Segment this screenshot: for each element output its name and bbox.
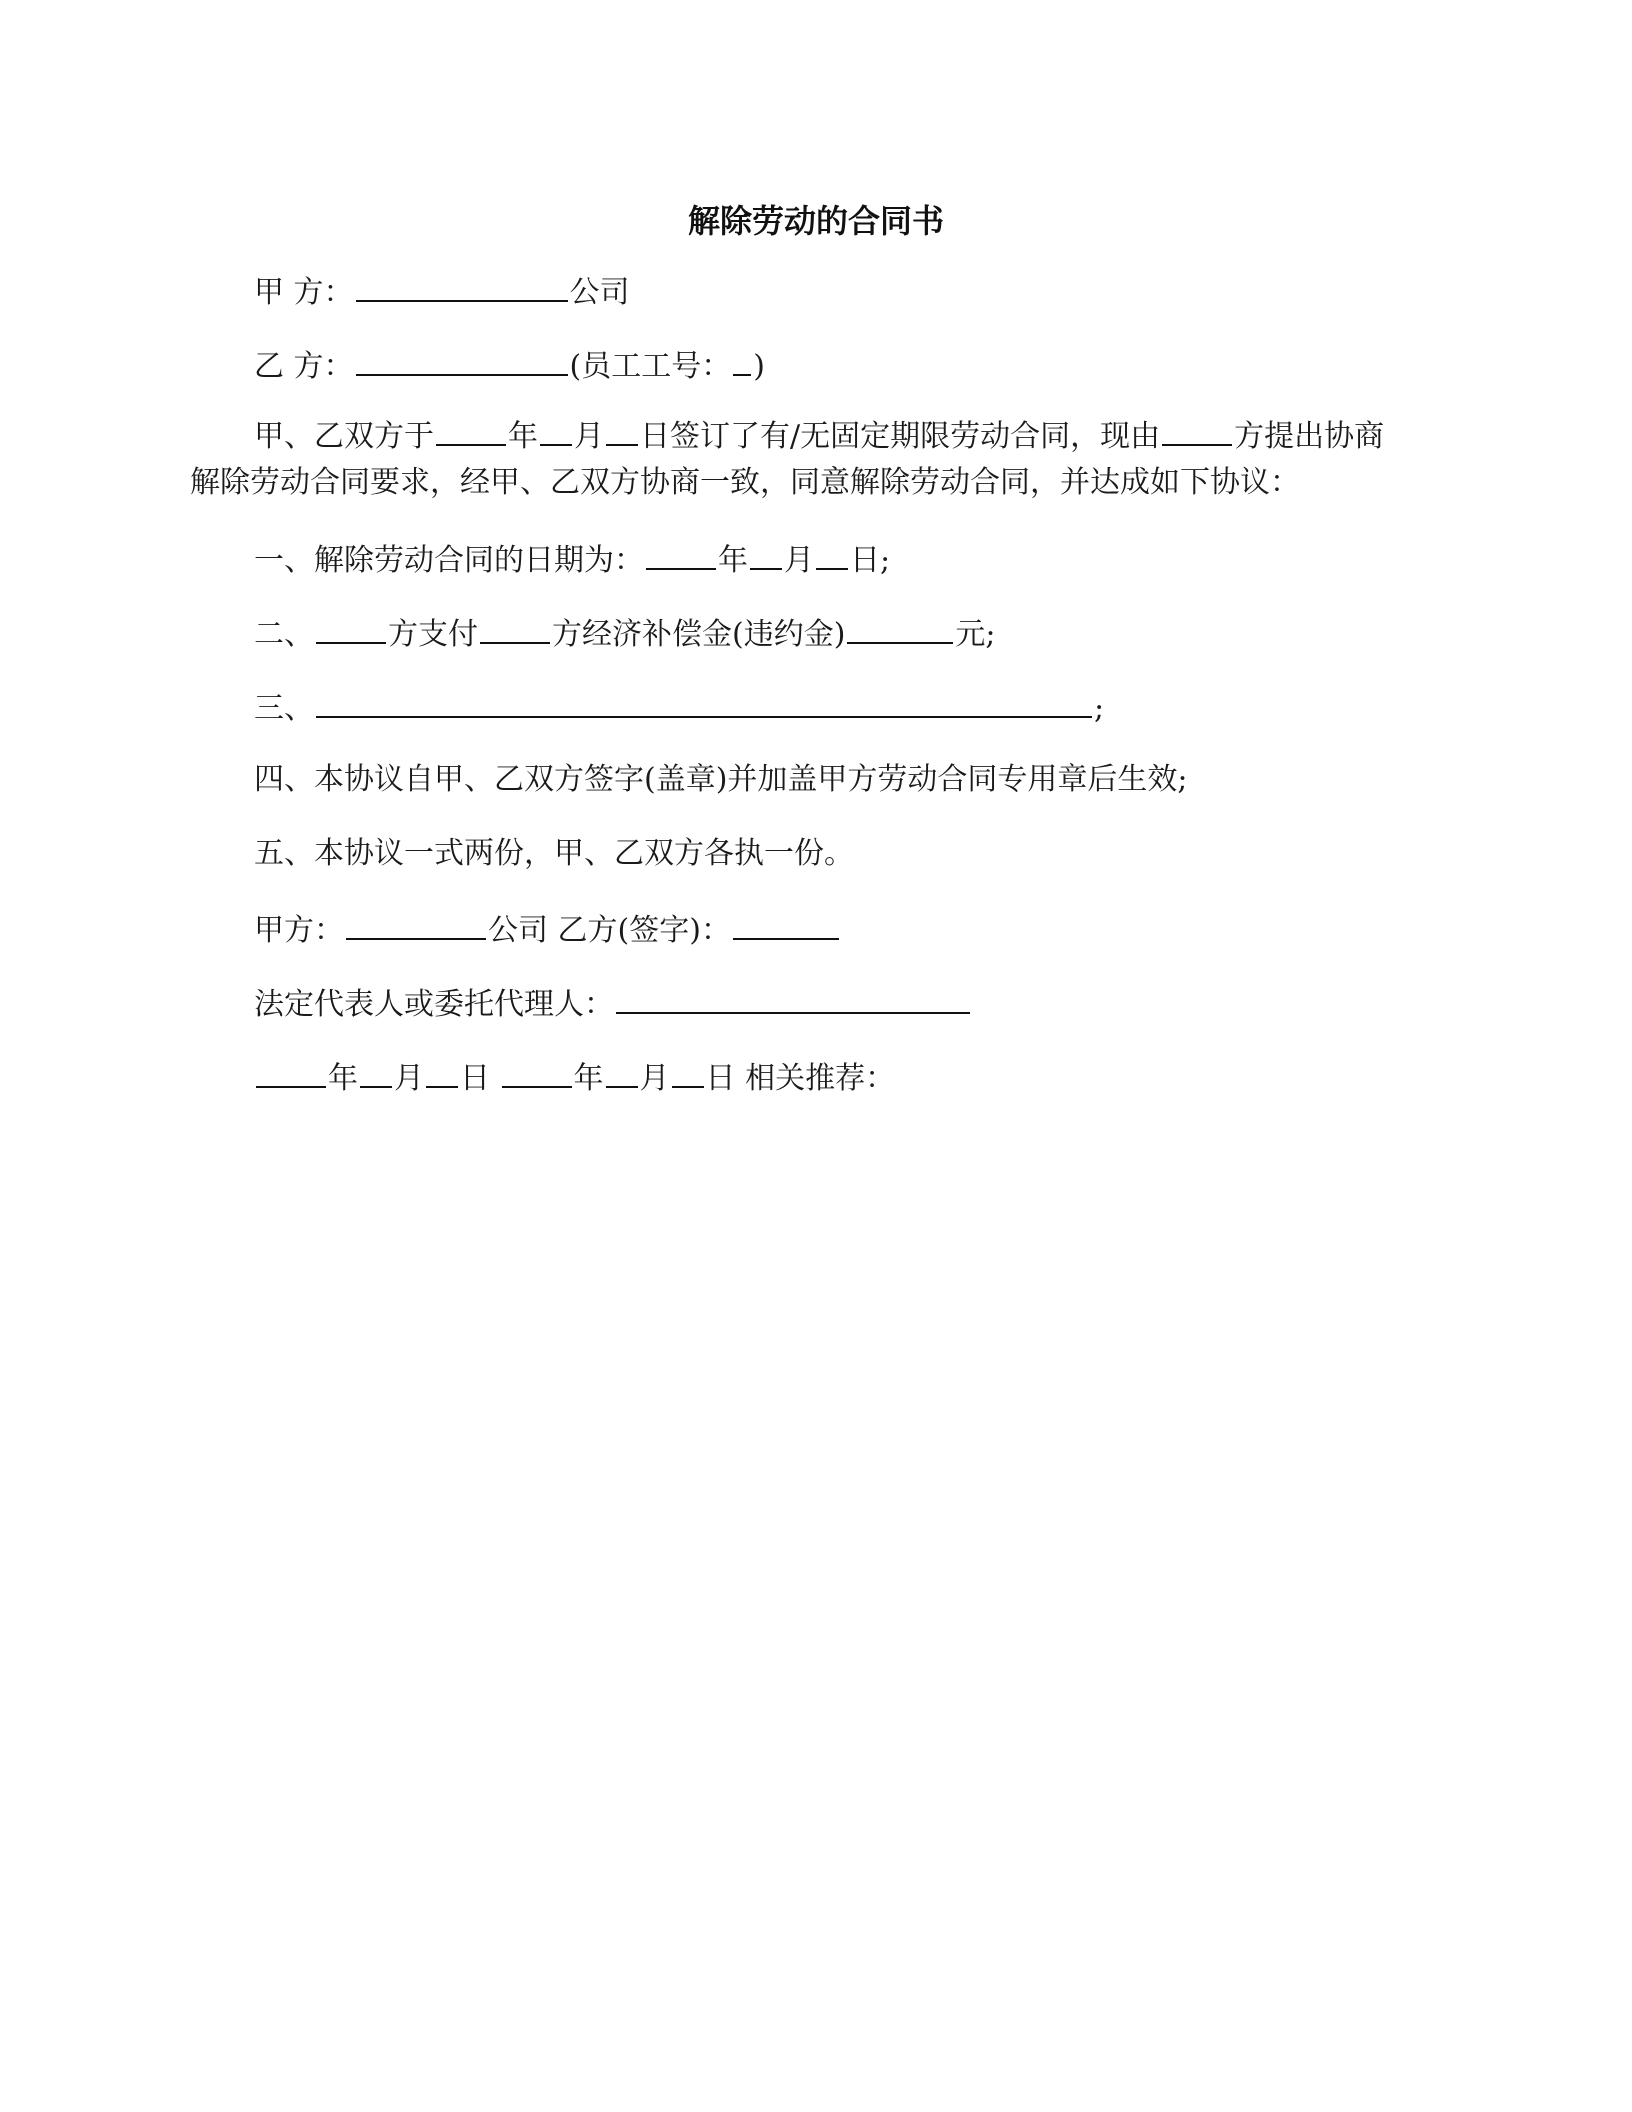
party-b-suffix: (员工工号：	[569, 349, 732, 384]
terminate-month-blank[interactable]	[750, 538, 782, 570]
party-b-line	[254, 344, 765, 387]
item-1-year-label: 年	[718, 543, 748, 578]
signature-line	[254, 908, 841, 951]
intro-text-2: 日签订了有/无固定期限劳动合同，现由	[640, 419, 1161, 454]
item-3-blank[interactable]	[316, 686, 1092, 718]
item-1-text: 一、解除劳动合同的日期为：	[254, 543, 644, 578]
date-b-month-blank[interactable]	[606, 1056, 638, 1088]
date-b-year-label: 年	[573, 1061, 604, 1096]
item-2-text-1: 方支付	[388, 617, 478, 652]
intro-text-3: 方提出协商	[1234, 419, 1385, 454]
date-a-day-blank[interactable]	[426, 1056, 458, 1088]
party-b-close: )	[753, 349, 765, 384]
payer-blank[interactable]	[316, 612, 386, 644]
intro-line-2: 解除劳动合同要求，经甲、乙双方协商一致，同意解除劳动合同，并达成如下协议：	[190, 465, 1300, 500]
date-a-month-blank[interactable]	[360, 1056, 392, 1088]
sign-day-blank[interactable]	[606, 414, 638, 446]
representative-line	[254, 982, 972, 1025]
payee-blank[interactable]	[480, 612, 550, 644]
representative-blank[interactable]	[616, 982, 970, 1014]
signature-party-a-label: 甲方：	[254, 913, 344, 948]
date-a-month-label: 月	[394, 1061, 424, 1096]
terminate-year-blank[interactable]	[646, 538, 716, 570]
representative-label: 法定代表人或委托代理人：	[254, 987, 614, 1022]
party-b-blank[interactable]	[356, 344, 568, 376]
item-4: 四、本协议自甲、乙双方签字(盖章)并加盖甲方劳动合同专用章后生效;	[254, 762, 1188, 797]
item-5: 五、本协议一式两份，甲、乙双方各执一份。	[254, 836, 854, 871]
date-b-day-blank[interactable]	[672, 1056, 704, 1088]
item-3-prefix: 三、	[254, 691, 314, 726]
item-3-suffix: ;	[1094, 691, 1105, 726]
signature-party-b-blank[interactable]	[733, 908, 839, 940]
item-1-month-label: 月	[784, 543, 814, 578]
dates-line	[254, 1056, 895, 1099]
party-a-blank[interactable]	[356, 270, 568, 302]
sign-month-blank[interactable]	[540, 414, 572, 446]
terminate-day-blank[interactable]	[816, 538, 848, 570]
party-b-label: 乙 方：	[254, 349, 354, 384]
intro-month-label: 月	[574, 419, 604, 454]
item-3	[254, 686, 1104, 729]
signature-party-b-label: 乙方(签字)：	[557, 913, 731, 948]
date-a-year-blank[interactable]	[256, 1056, 326, 1088]
intro-text-1: 甲、乙双方于	[254, 419, 434, 454]
item-1	[254, 538, 890, 581]
intro-paragraph	[190, 414, 1430, 506]
date-a-year-label: 年	[328, 1061, 358, 1096]
date-a-day-label: 日	[460, 1061, 490, 1096]
signature-company-label: 公司	[488, 913, 548, 948]
item-2-prefix: 二、	[254, 617, 314, 652]
employee-id-blank[interactable]	[733, 344, 751, 376]
party-a-label: 甲 方：	[254, 275, 354, 310]
signature-company-blank[interactable]	[346, 908, 486, 940]
proposer-blank[interactable]	[1162, 414, 1232, 446]
intro-year-label: 年	[508, 419, 538, 454]
party-a-line	[254, 270, 630, 313]
item-2-text-3: 元;	[955, 617, 996, 652]
sign-year-blank[interactable]	[436, 414, 506, 446]
item-2	[254, 612, 996, 655]
related-recommendations-label: 日 相关推荐：	[705, 1061, 896, 1096]
intro-line-1	[190, 414, 1430, 460]
party-a-suffix: 公司	[569, 275, 630, 310]
item-2-text-2: 方经济补偿金(违约金)	[552, 617, 846, 652]
date-b-month-label: 月	[639, 1061, 670, 1096]
document-title: 解除劳动的合同书	[687, 202, 944, 240]
item-1-day-label: 日;	[850, 543, 891, 578]
amount-blank[interactable]	[847, 612, 953, 644]
date-b-year-blank[interactable]	[502, 1056, 572, 1088]
